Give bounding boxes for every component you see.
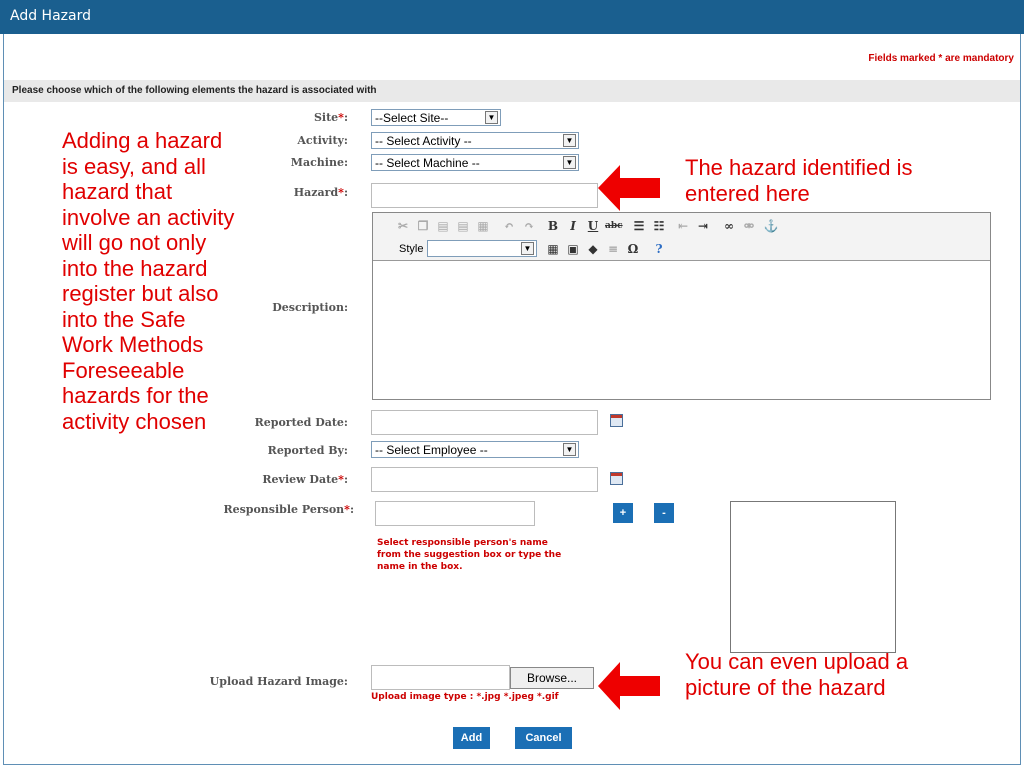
table-icon[interactable]: ▦ — [547, 242, 559, 256]
responsible-person-help: Select responsible person's name from the suggestion box or type the name in the box. — [377, 538, 562, 572]
add-button[interactable]: Add — [453, 727, 490, 749]
undo-icon[interactable]: ↶ — [503, 219, 515, 233]
machine-label: Machine: — [290, 156, 348, 169]
window-title: Add Hazard — [10, 8, 91, 24]
add-person-button[interactable]: + — [613, 503, 633, 523]
help-icon[interactable]: ? — [655, 242, 663, 256]
paste-text-icon[interactable]: ▤ — [457, 219, 469, 233]
image-icon[interactable]: ▣ — [567, 242, 579, 256]
review-date-label: Review Date*: — [262, 473, 348, 486]
upload-hint: Upload image type : *.jpg *.jpeg *.gif — [371, 692, 559, 702]
site-label: Site*: — [313, 111, 348, 124]
remove-person-button[interactable]: - — [654, 503, 674, 523]
cut-icon[interactable]: ✂ — [397, 219, 409, 233]
description-label: Description: — [272, 301, 348, 314]
underline-icon[interactable]: U — [587, 219, 599, 233]
responsible-person-label: Responsible Person*: — [223, 503, 354, 516]
site-select[interactable]: --Select Site-- ▼ — [371, 109, 501, 126]
editor-toolbar — [373, 213, 990, 261]
flash-icon[interactable]: ◆ — [588, 242, 598, 256]
anchor-icon[interactable]: ⚓ — [763, 219, 779, 233]
outdent-icon[interactable]: ⇤ — [677, 219, 689, 233]
mandatory-notice: Fields marked * are mandatory — [868, 53, 1014, 64]
horizontal-rule-icon[interactable]: ≡ — [607, 242, 619, 256]
section-heading-bar — [4, 80, 1020, 102]
strike-icon[interactable]: abc — [605, 221, 623, 231]
upload-label: Upload Hazard Image: — [209, 675, 348, 688]
section-heading: Please choose which of the following elements the hazard is associated with — [12, 85, 377, 96]
browse-button[interactable]: Browse... — [510, 667, 594, 689]
description-editor[interactable] — [372, 212, 991, 400]
activity-select[interactable]: -- Select Activity -- ▼ — [371, 132, 579, 149]
reported-by-select[interactable]: -- Select Employee -- ▼ — [371, 441, 579, 458]
upload-file-input[interactable] — [371, 665, 510, 690]
bold-icon[interactable]: B — [547, 219, 559, 233]
bullet-list-icon[interactable]: ☷ — [653, 219, 665, 233]
dropdown-arrow-icon[interactable]: ▼ — [485, 111, 498, 124]
responsible-person-input[interactable] — [375, 501, 535, 526]
style-select[interactable] — [427, 240, 537, 257]
reported-by-label: Reported By: — [267, 444, 348, 457]
dropdown-arrow-icon[interactable]: ▼ — [563, 443, 576, 456]
dropdown-arrow-icon[interactable]: ▼ — [563, 134, 576, 147]
annotation-upload: You can even upload a picture of the hazard — [685, 649, 909, 700]
hazard-input[interactable] — [371, 183, 598, 208]
reported-date-label: Reported Date: — [254, 416, 348, 429]
paste-icon[interactable]: ▤ — [437, 219, 449, 233]
indent-icon[interactable]: ⇥ — [697, 219, 709, 233]
cancel-button[interactable]: Cancel — [515, 727, 572, 749]
dropdown-arrow-icon[interactable]: ▼ — [563, 156, 576, 169]
activity-label: Activity: — [297, 134, 348, 147]
machine-select[interactable]: -- Select Machine -- ▼ — [371, 154, 579, 171]
reported-date-input[interactable] — [371, 410, 598, 435]
annotation-hazard: The hazard identified is entered here — [685, 155, 913, 206]
paste-word-icon[interactable]: ▦ — [477, 219, 489, 233]
image-preview-box — [730, 501, 896, 653]
calendar-icon[interactable] — [610, 472, 623, 485]
italic-icon[interactable]: I — [570, 219, 576, 233]
annotation-left: Adding a hazard is easy, and all hazard that involve an activity will go not only into the hazard register but also into the Safe Work Methods Foreseeable hazards for the activity chosen — [62, 128, 235, 434]
calendar-icon[interactable] — [610, 414, 623, 427]
review-date-input[interactable] — [371, 467, 598, 492]
special-char-icon[interactable]: Ω — [627, 242, 639, 256]
arrow-left-icon — [598, 662, 660, 710]
copy-icon[interactable]: ❐ — [417, 219, 429, 233]
dropdown-arrow-icon[interactable]: ▼ — [521, 242, 534, 255]
numbered-list-icon[interactable]: ☰ — [633, 219, 645, 233]
redo-icon[interactable]: ↷ — [523, 219, 535, 233]
arrow-left-icon — [598, 165, 660, 211]
hazard-label: Hazard*: — [293, 186, 348, 199]
unlink-icon[interactable]: ⚮ — [743, 219, 755, 233]
link-icon[interactable]: ∞ — [724, 219, 734, 233]
style-label: Style — [399, 243, 424, 255]
title-bar — [0, 0, 1024, 34]
